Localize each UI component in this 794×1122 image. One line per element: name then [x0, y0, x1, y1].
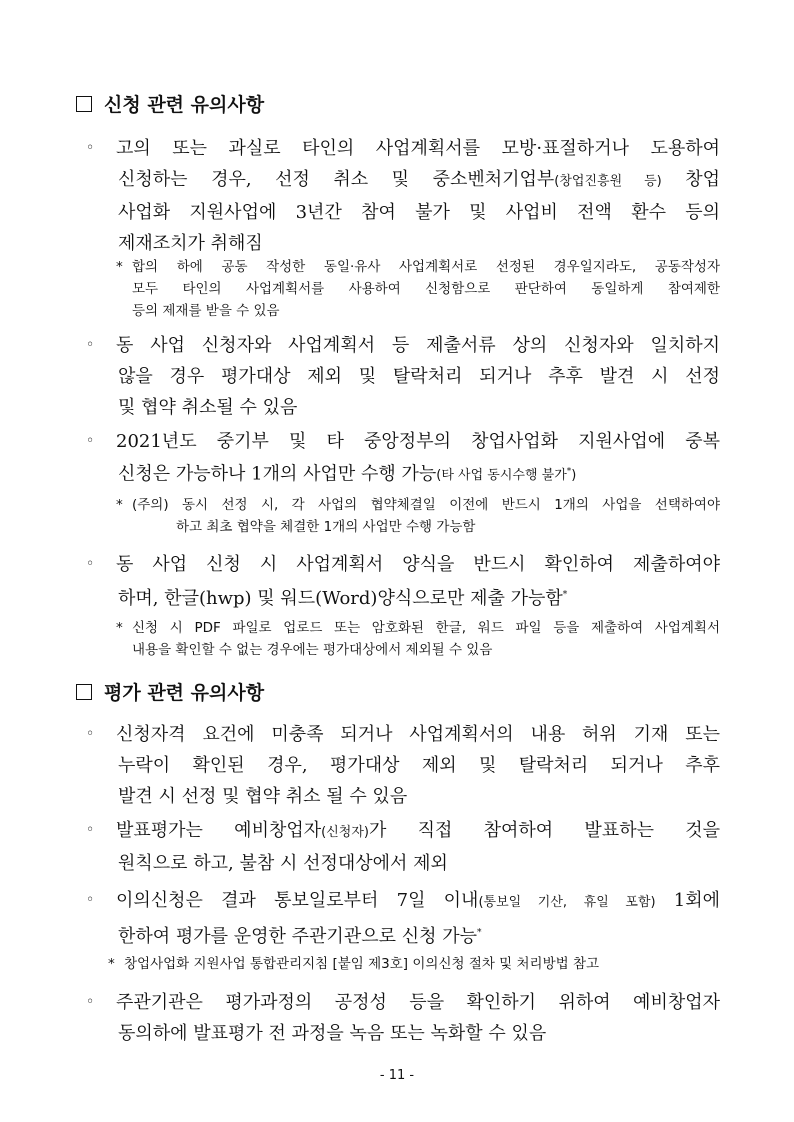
section-heading-application: [76, 93, 264, 117]
item-text: 가 직접 참여하여 발표하는 것을: [368, 820, 720, 841]
item-line: [86, 815, 720, 848]
note-asterisk: *: [116, 620, 123, 636]
section-heading-text: 신청 관련 유의사항: [104, 94, 265, 116]
item-parenthetical: [436, 468, 576, 483]
item-parenthetical: (신청자): [321, 825, 369, 840]
checkbox-square-icon: [76, 96, 92, 112]
item-line: 발견 시 선정 및 협약 취소 될 수 있음: [118, 786, 408, 807]
item-text: 발표평가는 예비창업자: [116, 820, 322, 841]
list-item: [86, 987, 720, 1049]
note-line: 모두 타인의 사업계획서를 사용하여 신청함으로 판단하여 동일하게 참여제한: [132, 281, 720, 297]
item-line: 동 사업 신청 시 사업계획서 양식을 반드시 확인하여 제출하여야: [116, 554, 720, 575]
item-line: 제재조치가 취해짐: [118, 233, 263, 254]
note-line: 신청 시 PDF 파일로 업로드 또는 암호화된 한글, 워드 파일 등을 제출하여 사업계획서: [132, 620, 720, 636]
item-text: 신청하는 경우, 선정 취소 및 중소벤처기업부: [118, 169, 555, 190]
item-line: 고의 또는 과실로 타인의 사업계획서를 모방·표절하거나 도용하여: [116, 138, 720, 159]
footnote: [116, 494, 720, 538]
superscript-mark: *: [476, 928, 482, 938]
item-text: 한하여 평가를 운영한 주관기관으로 신청 가능: [118, 926, 477, 947]
item-line: 및 협약 취소될 수 있음: [118, 397, 298, 418]
superscript-mark: *: [566, 467, 572, 477]
section-heading-evaluation: [76, 681, 264, 705]
item-line: 동 사업 신청자와 사업계획서 등 제출서류 상의 신청자와 일치하지: [116, 335, 720, 356]
list-item: [86, 426, 720, 491]
note-asterisk: *: [116, 259, 123, 275]
list-item: [86, 719, 720, 812]
item-line: 신청자격 요건에 미충족 되거나 사업계획서의 내용 허위 기재 또는: [116, 724, 720, 745]
note-asterisk: *: [116, 497, 123, 513]
parenthetical-text: (타 사업 동시수행 불가: [436, 468, 567, 484]
footnote: [116, 256, 720, 322]
bullet-circle-icon: ◦: [86, 556, 95, 572]
list-item: [86, 815, 720, 879]
bullet-circle-icon: ◦: [86, 433, 95, 449]
list-item: [86, 885, 720, 952]
bullet-circle-icon: ◦: [86, 994, 95, 1010]
note-line: 하고 최초 협약을 체결한 1개의 사업만 수행 가능함: [176, 519, 476, 535]
bullet-circle-icon: ◦: [86, 726, 95, 742]
item-line: [86, 164, 720, 197]
section-heading-text: 평가 관련 유의사항: [104, 682, 265, 704]
note-line: (주의) 동시 선정 시, 각 사업의 협약체결일 이전에 반드시 1개의 사업을 선택하여야: [132, 497, 720, 513]
list-item: [86, 330, 720, 423]
note-line: 창업사업화 지원사업 통합관리지침 [붙임 제3호] 이의신청 절차 및 처리방법 참고: [124, 956, 600, 972]
item-line: [86, 457, 720, 491]
note-line: 등의 제재를 받을 수 있음: [132, 303, 280, 319]
checkbox-square-icon: [76, 684, 92, 700]
superscript-mark: *: [562, 590, 568, 600]
item-text: 창업: [661, 169, 721, 190]
bullet-circle-icon: ◦: [86, 140, 95, 156]
item-line: 동의하에 발표평가 전 과정을 녹음 또는 녹화할 수 있음: [118, 1023, 547, 1044]
list-item: [86, 549, 720, 614]
item-line: [86, 918, 720, 952]
note-asterisk: *: [108, 956, 115, 972]
bullet-circle-icon: ◦: [86, 892, 95, 908]
item-line: 2021년도 중기부 및 타 중앙정부의 창업사업화 지원사업에 중복: [116, 431, 720, 452]
item-line: 원칙으로 하고, 불참 시 선정대상에서 제외: [118, 853, 448, 874]
page-number: - 11 -: [379, 1068, 415, 1083]
item-line: 주관기관은 평가과정의 공정성 등을 확인하기 위하여 예비창업자: [116, 992, 720, 1013]
item-text: 신청은 가능하나 1개의 사업만 수행 가능: [118, 463, 437, 485]
list-item: [86, 133, 720, 259]
footnote: [108, 953, 728, 975]
item-parenthetical: (통보일 기산, 휴일 포함): [478, 895, 656, 910]
note-line: 내용을 확인할 수 없는 경우에는 평가대상에서 제외될 수 있음: [132, 642, 493, 658]
parenthetical-close: ): [571, 468, 577, 484]
item-line: 않을 경우 평가대상 제외 및 탈락처리 되거나 추후 발견 시 선정: [118, 366, 720, 387]
bullet-circle-icon: ◦: [86, 337, 95, 353]
item-line: 사업화 지원사업에 3년간 참여 불가 및 사업비 전액 환수 등의: [118, 202, 720, 223]
item-text: 하며, 한글(hwp) 및 워드(Word)양식으로만 제출 가능함: [118, 588, 563, 609]
item-line: 누락이 확인된 경우, 평가대상 제외 및 탈락처리 되거나 추후: [118, 755, 720, 776]
item-text: 1회에: [655, 890, 721, 911]
footnote: [116, 617, 720, 661]
note-line: 합의 하에 공동 작성한 동일·유사 사업계획서로 선정된 경우일지라도, 공동작성자: [132, 259, 720, 275]
bullet-circle-icon: ◦: [86, 822, 95, 838]
item-parenthetical: (창업진흥원 등): [554, 174, 662, 189]
item-line: [86, 580, 720, 614]
item-text: 이의신청은 결과 통보일로부터 7일 이내: [116, 890, 479, 911]
item-line: [86, 885, 720, 918]
